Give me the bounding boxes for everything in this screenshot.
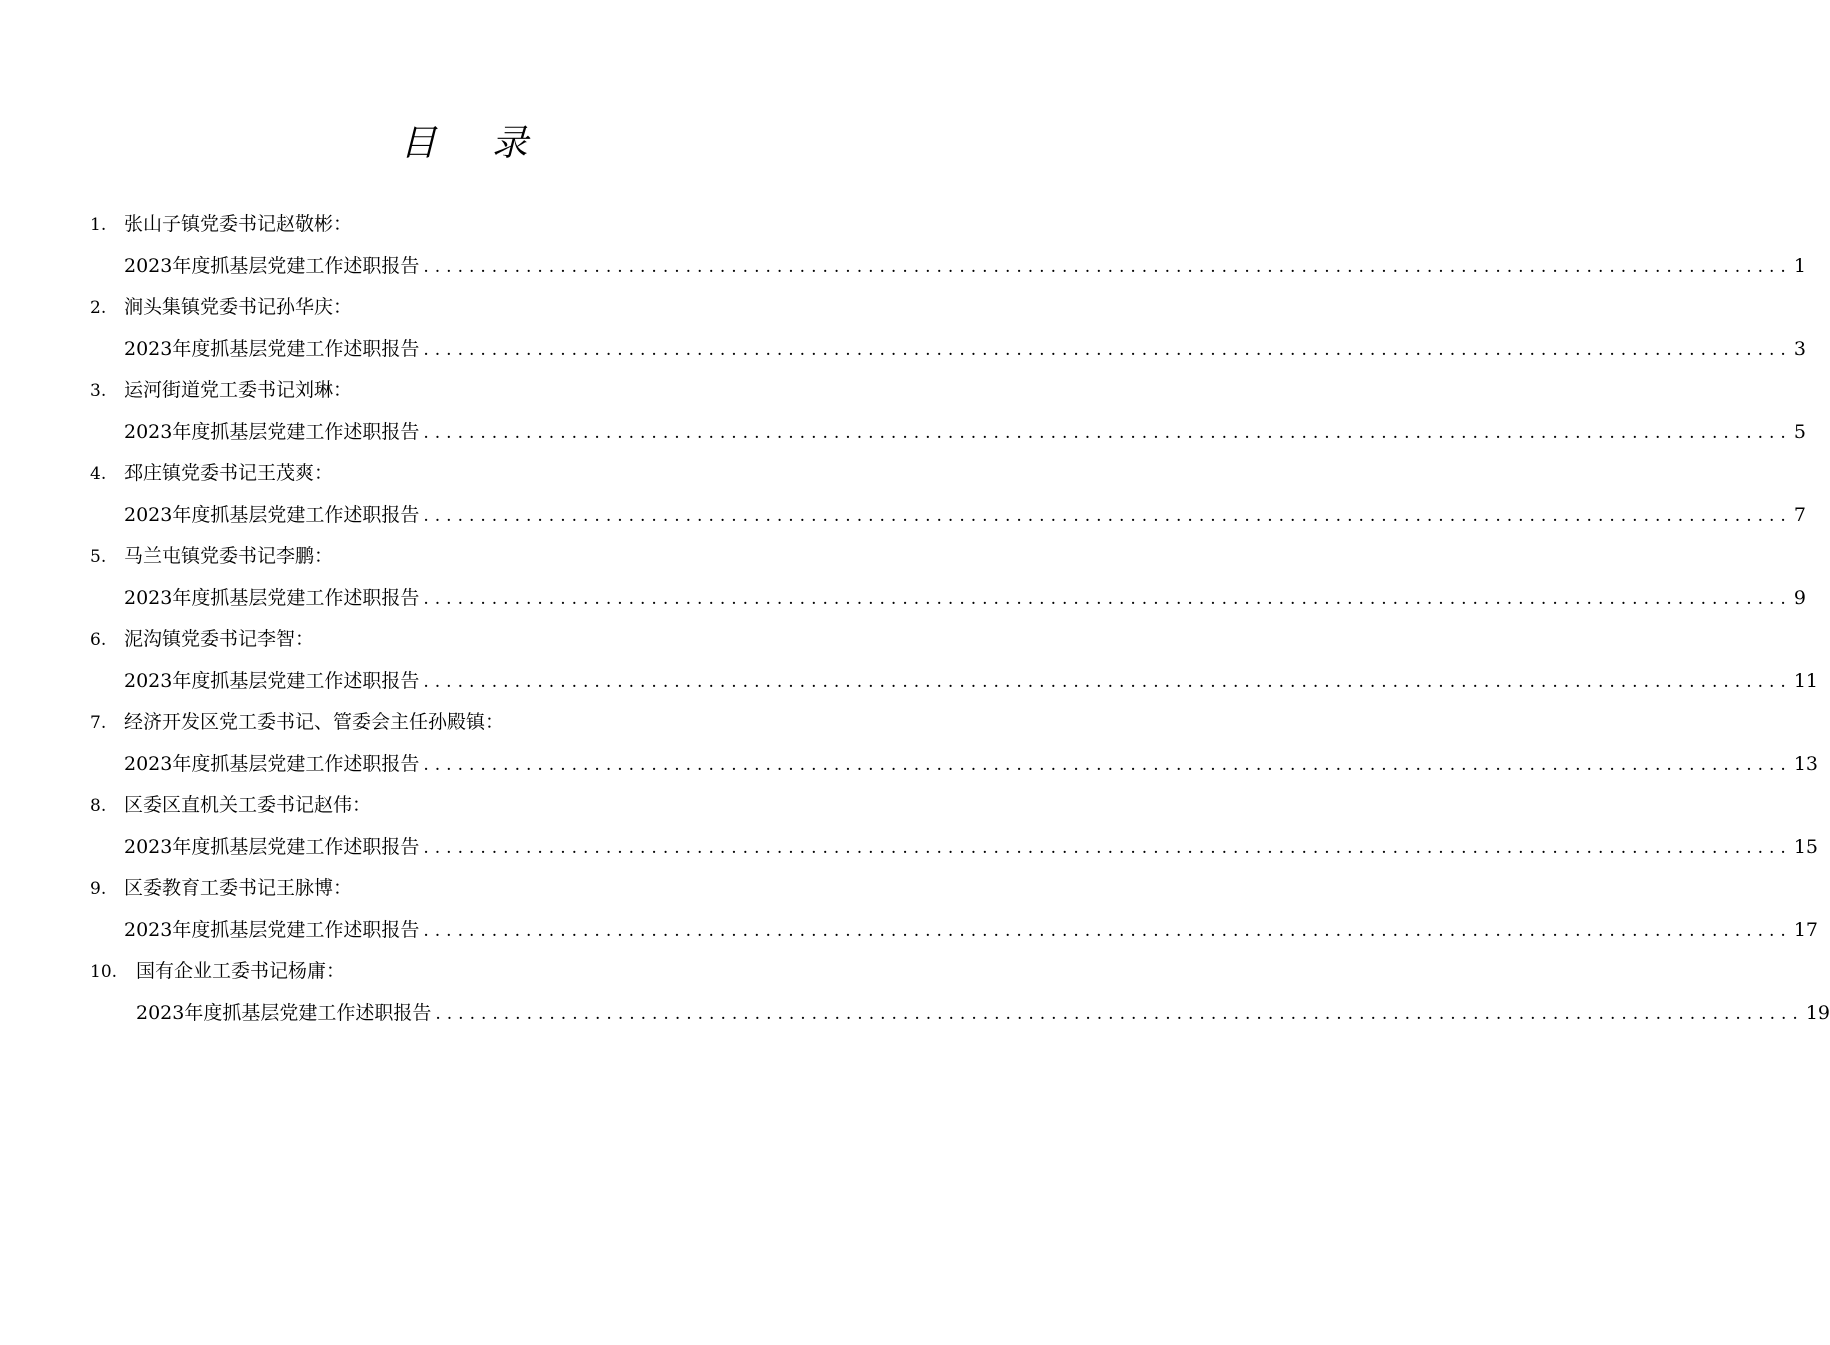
toc-entry-line	[124, 413, 1806, 451]
toc-entry-heading	[90, 288, 352, 326]
toc-page-number: 13	[1793, 753, 1819, 775]
toc-entry-number: 10.	[90, 962, 118, 982]
toc-entry[interactable]	[90, 703, 1819, 786]
toc-entry[interactable]	[90, 869, 1819, 952]
toc-entry[interactable]	[90, 952, 1830, 1035]
toc-entry-subtitle: 2023年度抓基层党建工作述职报告	[124, 587, 420, 609]
toc-entry-line	[124, 496, 1806, 534]
toc-entry[interactable]	[90, 786, 1819, 869]
toc-dot-leader: ........................................................................................................................	[423, 589, 1792, 609]
toc-entry-number: 7.	[90, 713, 107, 733]
toc-entry-number: 3.	[90, 381, 107, 401]
toc-entry-heading	[90, 703, 504, 741]
toc-entry-heading-text: 张山子镇党委书记赵敬彬：	[124, 213, 353, 235]
toc-entry-subtitle: 2023年度抓基层党建工作述职报告	[136, 1002, 432, 1024]
toc-entry-heading-text: 泥沟镇党委书记李智：	[124, 628, 315, 650]
toc-entry-number: 4.	[90, 464, 107, 484]
toc-dot-leader: ........................................................................................................................	[423, 340, 1792, 360]
toc-entry-line	[124, 330, 1806, 368]
toc-page-number: 9	[1793, 587, 1806, 609]
toc-page-number: 17	[1793, 919, 1819, 941]
toc-entry-subtitle: 2023年度抓基层党建工作述职报告	[124, 919, 420, 941]
toc-dot-leader: ........................................................................................................................	[423, 506, 1792, 526]
toc-dot-leader: ........................................................................................................................	[423, 838, 1792, 858]
toc-entry-number: 8.	[90, 796, 107, 816]
toc-entry-heading	[90, 620, 314, 658]
toc-entry-number: 2.	[90, 298, 107, 318]
toc-entry-subtitle: 2023年度抓基层党建工作述职报告	[124, 836, 420, 858]
toc-page-number: 7	[1793, 504, 1806, 526]
toc-entry[interactable]	[90, 454, 1806, 537]
toc-entry[interactable]	[90, 288, 1806, 371]
toc-entry-heading	[90, 537, 333, 575]
toc-entry-line	[124, 247, 1806, 285]
toc-page-number: 15	[1793, 836, 1819, 858]
toc-entry-subtitle: 2023年度抓基层党建工作述职报告	[124, 753, 420, 775]
toc-entry-heading-text: 涧头集镇党委书记孙华庆：	[124, 296, 353, 318]
toc-entry-line	[124, 828, 1819, 866]
toc-page-number: 5	[1793, 421, 1806, 443]
toc-entry-subtitle: 2023年度抓基层党建工作述职报告	[124, 504, 420, 526]
toc-page-number: 1	[1793, 255, 1806, 277]
page-title: 目 录	[400, 123, 550, 164]
toc-entry-heading-text: 区委教育工委书记王脉博：	[124, 877, 353, 899]
toc-entry[interactable]	[90, 537, 1806, 620]
toc-entry-line	[124, 745, 1819, 783]
toc-entry-heading-text: 国有企业工委书记杨庸：	[136, 960, 346, 982]
toc-entry-heading-text: 邳庄镇党委书记王茂爽：	[124, 462, 334, 484]
toc-dot-leader: ........................................................................................................................	[423, 672, 1792, 692]
toc-page-number: 11	[1793, 670, 1819, 692]
toc-dot-leader: ........................................................................................................................	[423, 755, 1792, 775]
toc-entry-number: 5.	[90, 547, 107, 567]
toc-entry-heading	[90, 205, 352, 243]
toc-entry-subtitle: 2023年度抓基层党建工作述职报告	[124, 670, 420, 692]
toc-page-number: 3	[1793, 338, 1806, 360]
toc-entry-line	[124, 579, 1806, 617]
toc-dot-leader: ........................................................................................................................	[435, 1004, 1804, 1024]
toc-entry-heading-text: 经济开发区党工委书记、管委会主任孙殿镇：	[124, 711, 505, 733]
toc-entry-line	[124, 662, 1819, 700]
toc-entry-number: 6.	[90, 630, 107, 650]
toc-entry-subtitle: 2023年度抓基层党建工作述职报告	[124, 255, 420, 277]
toc-entry-line	[124, 911, 1819, 949]
toc-entry-number: 9.	[90, 879, 107, 899]
toc-entry-number: 1.	[90, 215, 107, 235]
toc-entry-heading-text: 运河街道党工委书记刘琳：	[124, 379, 353, 401]
toc-entry[interactable]	[90, 205, 1806, 288]
toc-dot-leader: ........................................................................................................................	[423, 423, 1792, 443]
toc-entry[interactable]	[90, 371, 1806, 454]
toc-entry-heading	[90, 786, 371, 824]
toc-entry-subtitle: 2023年度抓基层党建工作述职报告	[124, 421, 420, 443]
toc-entry-heading-text: 区委区直机关工委书记赵伟：	[124, 794, 372, 816]
toc-entry-heading	[90, 869, 352, 907]
toc-dot-leader: ........................................................................................................................	[423, 921, 1792, 941]
toc-entry-subtitle: 2023年度抓基层党建工作述职报告	[124, 338, 420, 360]
toc-entry-heading-text: 马兰屯镇党委书记李鹏：	[124, 545, 334, 567]
toc-entry-line	[136, 994, 1830, 1032]
toc-entry[interactable]	[90, 620, 1819, 703]
toc-entry-heading	[90, 952, 345, 990]
toc-dot-leader: ........................................................................................................................	[423, 257, 1792, 277]
table-of-contents	[90, 205, 1830, 1035]
toc-entry-heading	[90, 454, 333, 492]
toc-entry-heading	[90, 371, 352, 409]
toc-page-number: 19	[1805, 1002, 1830, 1024]
